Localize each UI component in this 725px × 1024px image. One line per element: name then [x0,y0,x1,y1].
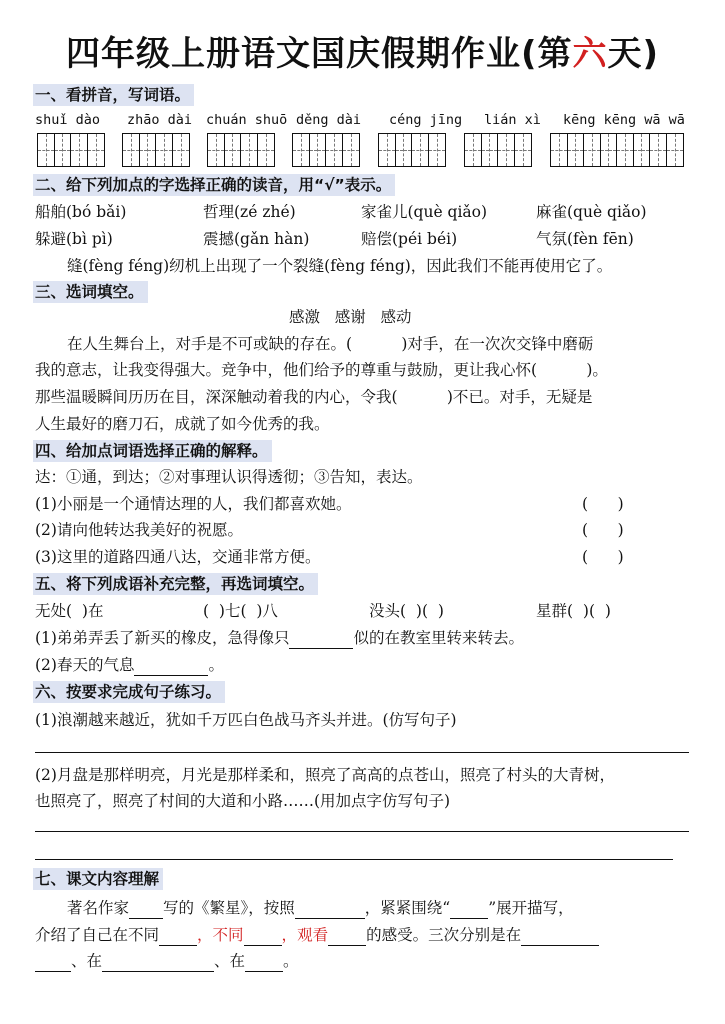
answer-blank[interactable] [244,925,282,946]
fill-paragraph-line: 那些温暖瞬间历历在目，深深触动着我的内心，令我( )不已。对手，无疑是 [35,388,593,406]
reading-sentence: 缝(fèng féng)纫机上出现了一个裂缝(fèng féng)，因此我们不能再使用它了。 [67,257,613,275]
writing-grid-3[interactable] [207,133,275,167]
title-prefix: 四年级上册语文国庆假期作业(第 [65,34,573,74]
meaning-question: (3)这里的道路四通八达，交通非常方便。 [35,548,321,566]
idiom: 星群( )( ) [536,602,611,620]
answer-blank[interactable] [35,951,71,972]
answer-blank[interactable] [521,925,599,946]
answer-blank[interactable] [295,898,365,919]
page-title [0,26,725,75]
idiom-question [35,628,524,649]
answer-blank[interactable] [159,925,197,946]
section-2-heading: 二、给下列加点的字选择正确的读音，用“√”表示。 [33,174,395,196]
answer-line[interactable] [35,752,689,753]
writing-grid-4[interactable] [292,133,360,167]
writing-grid-5[interactable] [378,133,446,167]
answer-blank[interactable] [289,628,353,649]
idiom-q1-b: 似的在教室里转来转去。 [353,629,524,647]
fill-paragraph-line: 人生最好的磨刀石，成就了如今优秀的我。 [35,415,330,433]
answer-line[interactable] [35,859,673,860]
section-4-heading: 四、给加点词语选择正确的解释。 [33,440,272,462]
idiom-question [35,655,224,676]
text-line-3 [35,951,299,972]
answer-blank[interactable] [450,898,488,919]
writing-grid-7[interactable] [550,133,684,167]
idiom: ( )七( )八 [203,602,278,620]
text-segment: 、在 [71,952,103,970]
title-suffix: 天) [607,34,660,74]
idiom: 没头( )( ) [369,602,444,620]
answer-blank[interactable] [102,951,214,972]
section-1-heading: 一、看拼音，写词语。 [33,84,194,106]
text-segment: ， [281,926,298,944]
pinyin-6: lián xì [484,112,541,128]
text-segment: ，紧紧围绕“ [364,899,451,917]
reading-item: 震撼(gǎn hàn) [203,230,310,248]
meaning-question: (1)小丽是一个通情达理的人，我们都喜欢她。 [35,495,352,513]
section-6-heading: 六、按要求完成句子练习。 [33,681,225,703]
text-segment: ， [197,926,213,944]
answer-paren[interactable]: ( ) [582,548,624,566]
idiom-q2-b: 。 [208,656,224,674]
answer-paren[interactable]: ( ) [582,495,624,513]
text-segment: 、在 [214,952,246,970]
pinyin-1: shuǐ dào [35,112,101,128]
reading-item: 船舶(bó bǎi) [35,203,127,221]
title-day: 六 [572,34,608,74]
answer-paren[interactable]: ( ) [582,521,624,539]
reading-item: 赔偿(péi béi) [361,230,458,248]
text-line-1 [67,898,574,919]
text-segment: 著名作家 [67,899,130,917]
writing-grid-2[interactable] [122,133,190,167]
answer-blank[interactable] [245,951,283,972]
text-segment: 不同 [212,926,244,944]
fill-paragraph-line: 我的意志，让我变得强大。竞争中，他们给予的尊重与鼓励，更让我心怀( )。 [35,361,608,379]
reading-item: 哲理(zé zhé) [203,203,296,221]
text-segment: 。 [283,952,299,970]
sentence-question: (1)浪潮越来越近，犹如千万匹白色战马齐头并进。(仿写句子) [35,711,457,729]
answer-line[interactable] [35,831,689,832]
section-5-heading: 五、将下列成语补充完整，再选词填空。 [33,573,318,595]
reading-item: 家雀儿(què qiǎo) [361,203,488,221]
fill-paragraph-line: 在人生舞台上，对手是不可或缺的存在。( )对手，在一次次交锋中磨砺 [67,335,594,353]
pinyin-7: kēng kēng wā wā [563,112,685,128]
sentence-question: 也照亮了，照亮了村间的大道和小路……(用加点字仿写句子) [35,792,451,810]
pinyin-5: céng jīng [389,112,463,128]
text-segment: 观看 [297,926,329,944]
reading-item: 麻雀(què qiǎo) [536,203,647,221]
idiom-q1-a: (1)弟弟弄丢了新买的橡皮，急得像只 [35,629,290,647]
answer-blank[interactable] [129,898,163,919]
section-7-heading: 七、课文内容理解 [33,868,163,890]
section-3-heading: 三、选词填空。 [33,281,148,303]
reading-item: 躲避(bì pì) [35,230,113,248]
pinyin-2: zhāo dài [127,112,193,128]
idiom-q2-a: (2)春天的气息 [35,656,135,674]
answer-blank[interactable] [134,655,208,676]
text-segment: ”展开描写， [488,899,574,917]
text-segment: 写的《繁星》，按照 [163,899,295,917]
word-choices: 感激 感谢 感动 [289,308,412,326]
idiom: 无处( )在 [35,602,104,620]
writing-grid-6[interactable] [464,133,532,167]
definition: 达：①通，到达；②对事理认识得透彻；③告知，表达。 [35,468,423,486]
answer-blank[interactable] [328,925,366,946]
pinyin-3: chuán shuō [206,112,288,128]
sentence-question: (2)月盘是那样明亮，月光是那样柔和，照亮了高高的点苍山，照亮了村头的大青树， [35,766,615,784]
text-line-2 [35,925,599,946]
pinyin-4: děng dài [296,112,362,128]
writing-grid-1[interactable] [37,133,105,167]
meaning-question: (2)请向他转达我美好的祝愿。 [35,521,243,539]
reading-item: 气氛(fèn fēn) [536,230,634,248]
text-segment: 介绍了自己在不同 [35,926,160,944]
text-segment: 的感受。三次分别是在 [366,926,522,944]
